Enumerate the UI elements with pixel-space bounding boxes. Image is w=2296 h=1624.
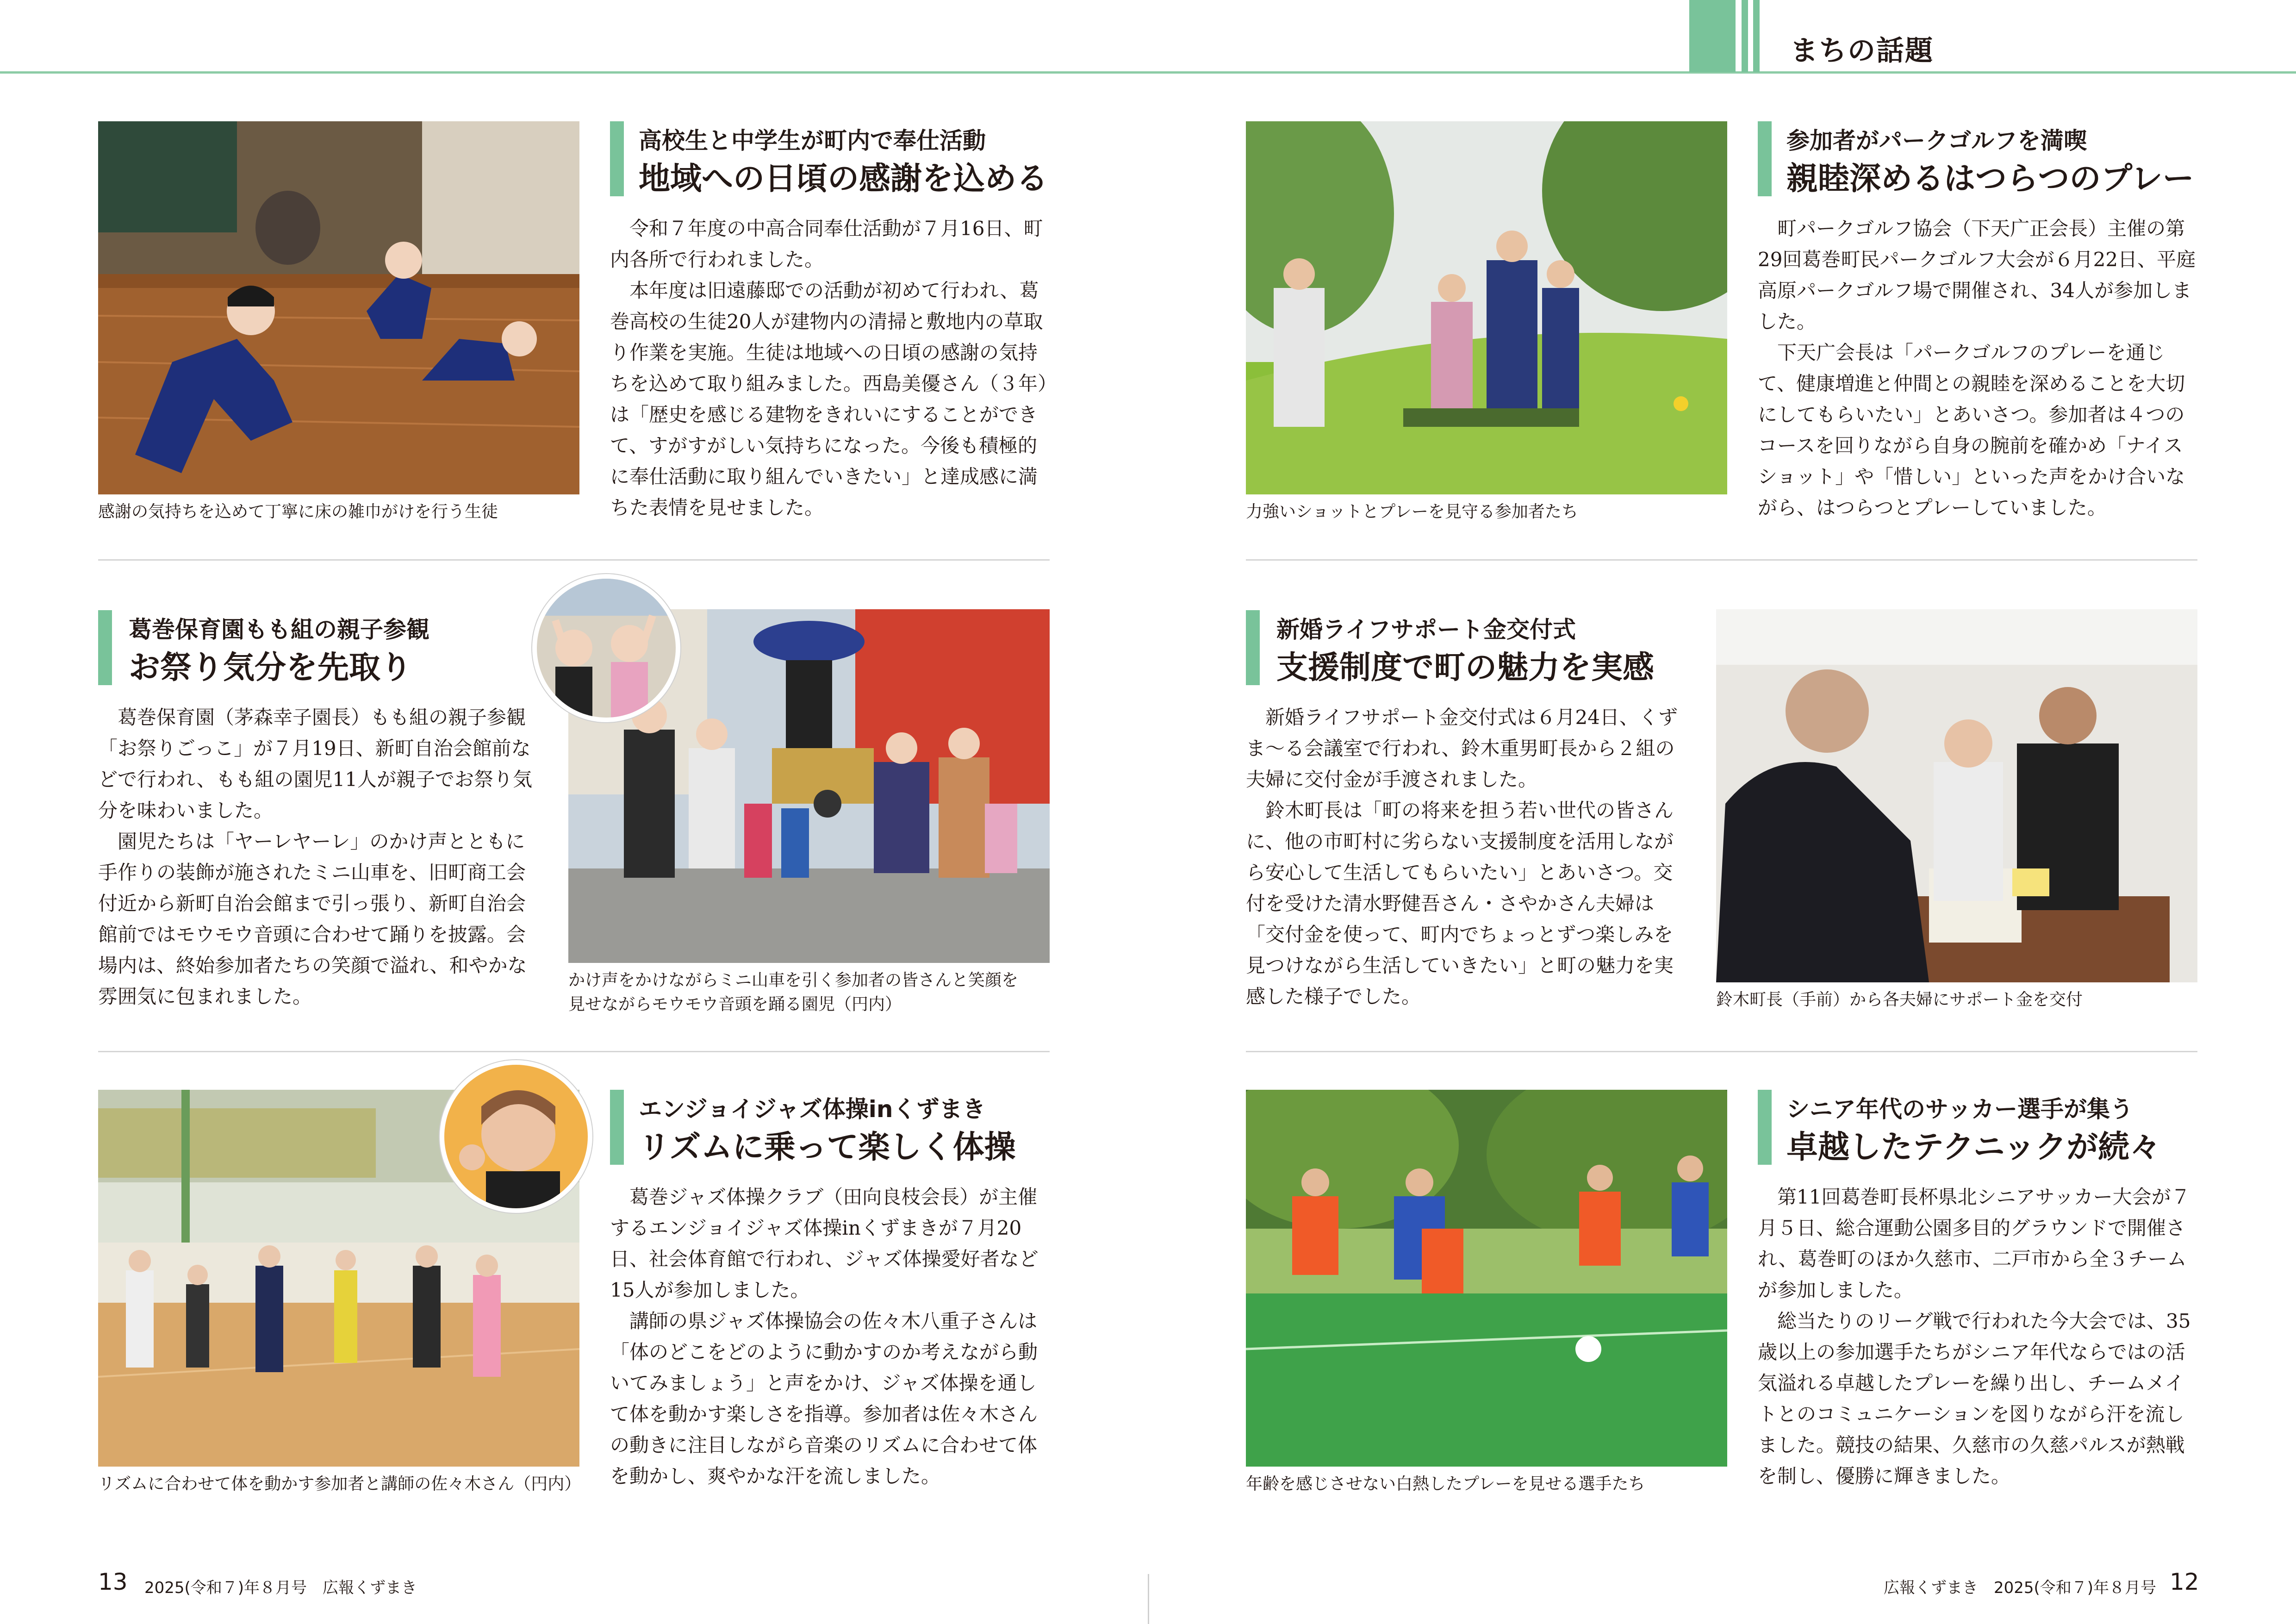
soccer-caption: 年齢を感じさせない白熱したプレーを見せる選手たち [1246, 1474, 1645, 1493]
jazz-heading-bar [610, 1090, 624, 1165]
separator [98, 1051, 1050, 1052]
separator [1246, 559, 2197, 561]
soccer-paragraph: 第11回葛巻町長杯県北シニアサッカー大会が７月５日、総合運動公園多目的グラウンドで開催され、葛巻町のほか久慈市、二戸市から全３チームが参加しました。 [1758, 1186, 2190, 1301]
nursery-caption [568, 968, 1018, 1017]
soccer-title: 卓越したテクニックが続々 [1786, 1129, 2161, 1166]
nursery-heading-bar [98, 610, 112, 685]
golf-body [1758, 213, 2201, 523]
nursery-caption-line: 見せながらモウモウ音頭を踊る園児（円内） [568, 995, 902, 1014]
jazz-paragraph: 講師の県ジャズ体操協会の佐々木八重子さんは「体のどこをどのように動かすのか考えながら動いてみましょう」と声をかけ、ジャズ体操を通して体を動かす楽しさを指導。参加者は佐々木さんの動きに注目しながら音楽のリズムに合わせて体を動かし、爽やかな汗を流しました。 [610, 1310, 1038, 1487]
nursery-inset-photo [532, 574, 680, 722]
soccer-body [1758, 1181, 2201, 1492]
jazz-body [610, 1181, 1053, 1492]
volunteer-subtitle: 高校生と中学生が町内で奉仕活動 [639, 127, 986, 154]
nursery-subtitle: 葛巻保育園もも組の親子参観 [129, 616, 429, 643]
separator [1246, 1051, 2197, 1052]
header-accent-bar [1689, 0, 1736, 72]
volunteer-caption: 感謝の気持ちを込めて丁寧に床の雑巾がけを行う生徒 [98, 502, 498, 521]
jazz-subtitle: エンジョイジャズ体操inくずまき [639, 1096, 986, 1123]
newlywed-title: 支援制度で町の魅力を実感 [1276, 650, 1655, 686]
volunteer-title: 地域への日頃の感謝を込める [639, 161, 1048, 197]
volunteer-heading-bar [610, 121, 624, 196]
volunteer-photo [98, 121, 579, 494]
newlywed-caption: 鈴木町長（手前）から各夫婦にサポート金を交付 [1716, 990, 2083, 1009]
separator [98, 559, 1050, 561]
golf-photo [1246, 121, 1727, 494]
jazz-title: リズムに乗って楽しく体操 [639, 1129, 1016, 1166]
nursery-paragraph: 園児たちは「ヤーレヤーレ」のかけ声とともに手作りの装飾が施されたミニ山車を、旧町商工会付近から新町自治会館まで引っ張り、新町自治会館前ではモウモウ音頭に合わせて踊りを披露。会場内は、終始参加者たちの笑顔で溢れ、和やかな雰囲気に包まれました。 [98, 830, 527, 1008]
jazz-inset-photo [440, 1060, 592, 1213]
page-number-right: 12 [2170, 1568, 2199, 1595]
soccer-heading-bar [1758, 1090, 1772, 1165]
golf-paragraph: 町パークゴルフ協会（下天广正会長）主催の第29回葛巻町民パークゴルフ大会が６月22日、平庭高原パークゴルフ場で開催され、34人が参加しました。 [1758, 217, 2196, 333]
footer-issue-right: 広報くずまき 2025(令和７)年８月号 [1884, 1579, 2157, 1597]
header-accent-bar [1742, 0, 1748, 72]
jazz-paragraph: 葛巻ジャズ体操クラブ（田向良枝会長）が主催するエンジョイジャズ体操inくずまきが７月20日、社会体育館で行われ、ジャズ体操愛好者など15人が参加しました。 [610, 1186, 1039, 1301]
newlywed-heading-bar [1246, 610, 1260, 685]
nursery-caption-line: かけ声をかけながらミニ山車を引く参加者の皆さんと笑顔を [568, 971, 1019, 990]
page-number-left: 13 [98, 1568, 128, 1595]
soccer-photo [1246, 1090, 1727, 1467]
volunteer-body [610, 213, 1053, 523]
newlywed-subtitle: 新婚ライフサポート金交付式 [1276, 616, 1576, 643]
volunteer-paragraph: 本年度は旧遠藤邸での活動が初めて行われ、葛巻高校の生徒20人が建物内の清掃と敷地内の草取り作業を実施。生徒は地域への日頃の感謝の気持ちを込めて取り組みました。西島美優さん（３年）は「歴史を感じる建物をきれいにすることができて、すがすがしい気持ちになった。今後も積極的に奉仕活動に取り組んでいきたい」と達成感に満ちた表情を見せました。 [610, 279, 1048, 519]
header-accent-bar [1753, 0, 1760, 72]
soccer-subtitle: シニア年代のサッカー選手が集う [1786, 1096, 2133, 1123]
volunteer-paragraph: 令和７年度の中高合同奉仕活動が７月16日、町内各所で行われました。 [610, 217, 1043, 271]
footer-issue-left: 2025(令和７)年８月号 広報くずまき [144, 1579, 417, 1597]
section-title: まちの話題 [1790, 35, 1934, 67]
nursery-paragraph: 葛巻保育園（茅森幸子園長）もも組の親子参観「お祭りごっこ」が７月19日、新町自治会館前などで行われ、もも組の園児11人が親子でお祭り気分を味わいました。 [98, 706, 532, 822]
header-rule [0, 71, 2296, 74]
soccer-paragraph: 総当たりのリーグ戦で行われた今大会では、35歳以上の参加選手たちがシニア年代ならではの活気溢れる卓越したプレーを繰り出し、チームメイトとのコミュニケーションを図りながら汗を流しました。競技の結果、久慈市の久慈パルスが熱戦を制し、優勝に輝きました。 [1758, 1310, 2191, 1487]
nursery-title: お祭り気分を先取り [129, 650, 412, 686]
newlywed-body [1246, 702, 1690, 1012]
newlywed-photo [1716, 609, 2197, 982]
golf-paragraph: 下天广会長は「パークゴルフのプレーを通じて、健康増進と仲間との親睦を深めることを大切にしてもらいたい」とあいさつ。参加者は４つのコースを回りながら自身の腕前を確かめ「ナイスショット」や「惜しい」といった声をかけ合いながら、はつらつとプレーしていました。 [1758, 341, 2185, 519]
golf-title: 親睦深めるはつらつのプレー [1786, 161, 2194, 197]
spine-rule [1148, 1574, 1149, 1624]
jazz-caption: リズムに合わせて体を動かす参加者と講師の佐々木さん（円内） [98, 1474, 581, 1493]
golf-caption: 力強いショットとプレーを見守る参加者たち [1246, 502, 1578, 521]
nursery-body [98, 702, 542, 1012]
newlywed-paragraph: 新婚ライフサポート金交付式は６月24日、くずま～る会議室で行われ、鈴木重男町長から２組の夫婦に交付金が手渡されました。 [1246, 706, 1678, 791]
golf-heading-bar [1758, 121, 1772, 196]
newlywed-paragraph: 鈴木町長は「町の将来を担う若い世代の皆さんに、他の市町村に劣らない支援制度を活用しながら安心して生活してもらいたい」とあいさつ。交付を受けた清水野健吾さん・さやかさん夫婦は「交付金を使って、町内でちょっとずつ楽しみを見つけながら生活していきたい」と町の魅力を実感した様子でした。 [1246, 799, 1674, 1008]
golf-subtitle: 参加者がパークゴルフを満喫 [1786, 127, 2087, 154]
